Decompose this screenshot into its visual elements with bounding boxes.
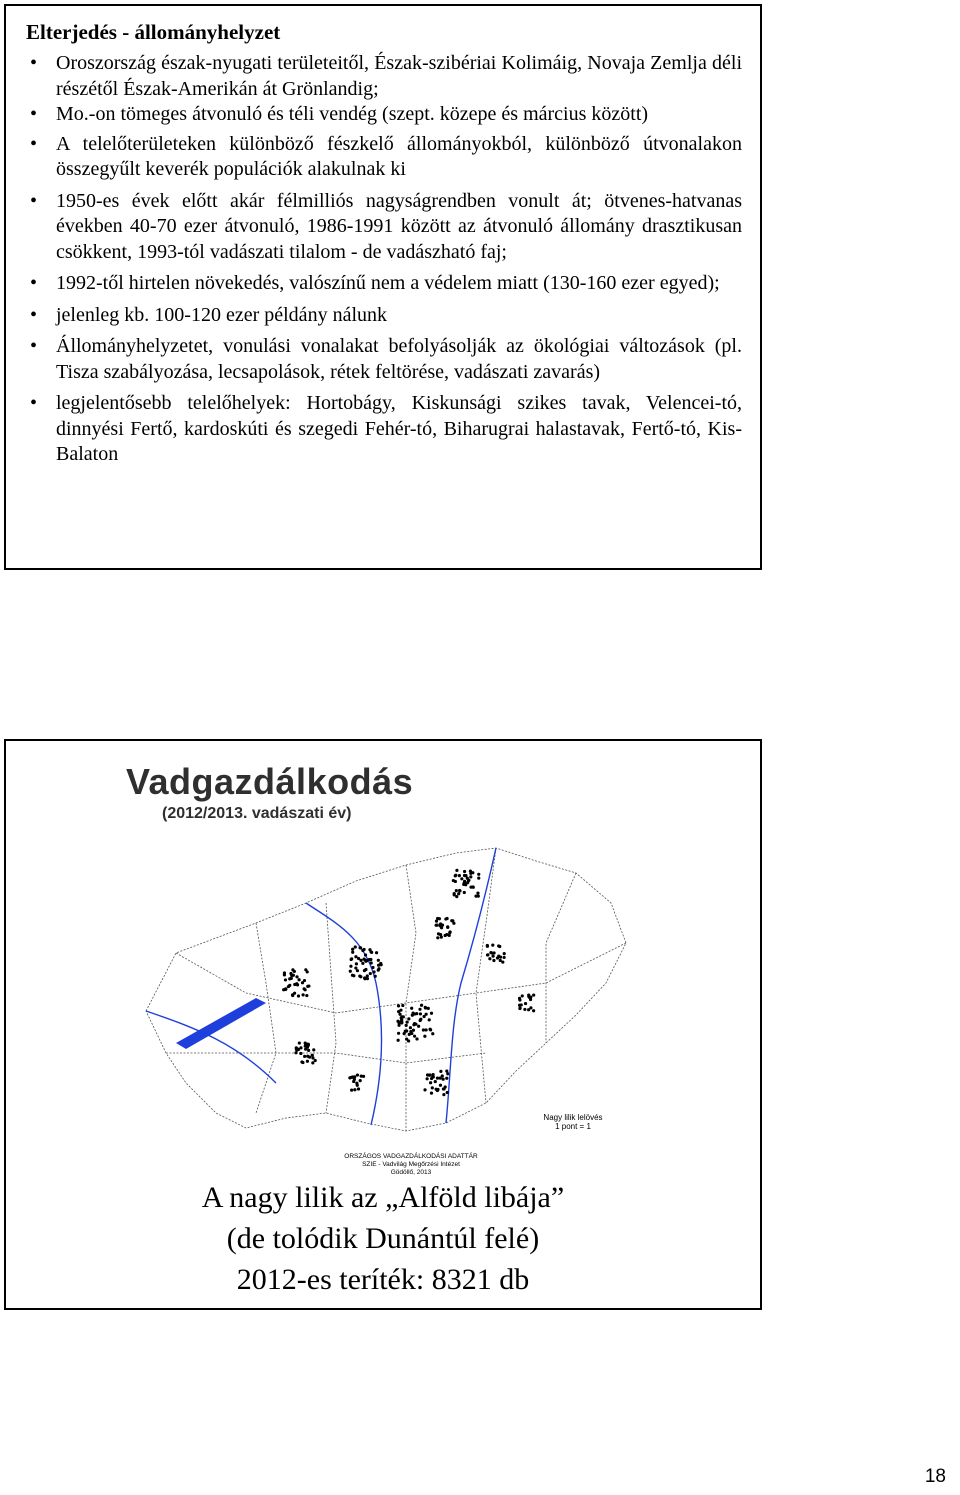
harvest-dot xyxy=(303,1055,306,1058)
harvest-dot xyxy=(409,1026,412,1029)
harvest-dot xyxy=(350,958,353,961)
harvest-dot xyxy=(492,959,495,962)
harvest-dot xyxy=(374,975,377,978)
harvest-dot xyxy=(349,970,352,973)
harvest-dot xyxy=(477,876,480,879)
bullet-text: Oroszország észak-nyugati területeitől, Észak-szibériai Kolimáig, Novaja Zemlja déli részétől Észak-Amerikán át Grönlandig; xyxy=(56,52,742,100)
harvest-dot xyxy=(422,1015,425,1018)
bullet-item xyxy=(30,391,742,468)
harvest-dot xyxy=(293,970,296,973)
bullet-text: 1992-től hirtelen növekedés, valószínű nem a védelem miatt (130-160 ezer egyed); xyxy=(56,272,720,294)
harvest-dot xyxy=(352,1080,355,1083)
harvest-dot xyxy=(397,1004,400,1007)
harvest-dot xyxy=(520,1003,523,1006)
harvest-dot xyxy=(431,1086,434,1089)
harvest-dot xyxy=(455,889,458,892)
harvest-dot xyxy=(295,982,298,985)
harvest-dot xyxy=(298,1041,301,1044)
harvest-dot xyxy=(307,1049,310,1052)
harvest-dot xyxy=(453,893,456,896)
harvest-dot xyxy=(359,946,362,949)
bullet-item xyxy=(30,51,742,102)
harvest-dot xyxy=(401,1004,404,1007)
harvest-dot xyxy=(492,951,495,954)
harvest-dot xyxy=(488,957,491,960)
harvest-dot xyxy=(413,1035,416,1038)
harvest-dot xyxy=(491,955,494,958)
caption-line: (de tolódik Dunántúl felé) xyxy=(226,1222,540,1255)
harvest-dot xyxy=(457,892,460,895)
bullet-item xyxy=(30,334,742,385)
harvest-dot xyxy=(444,917,447,920)
map-legend xyxy=(538,1113,608,1131)
harvest-dot xyxy=(458,874,461,877)
harvest-dot xyxy=(352,974,355,977)
bullet-icon: • xyxy=(30,335,38,357)
harvest-dot xyxy=(297,1048,300,1051)
harvest-dot xyxy=(499,959,502,962)
harvest-dot xyxy=(499,956,502,959)
harvest-dot xyxy=(306,1044,309,1047)
harvest-dot xyxy=(477,873,480,876)
harvest-dot xyxy=(503,952,506,955)
map-subtitle: (2012/2013. vadászati év) xyxy=(162,805,352,822)
harvest-dot xyxy=(350,1076,353,1079)
harvest-dot xyxy=(436,924,439,927)
harvest-dot xyxy=(527,993,530,996)
harvest-dot xyxy=(397,1039,400,1042)
credit-line: ORSZÁGOS VADGAZDÁLKODÁSI ADATTÁR xyxy=(344,1153,478,1160)
harvest-dot xyxy=(377,968,380,971)
harvest-dot xyxy=(411,1014,414,1017)
river-danube xyxy=(306,903,381,1125)
harvest-dot xyxy=(496,956,499,959)
harvest-dot xyxy=(436,917,439,920)
harvest-dot xyxy=(412,1023,415,1026)
harvest-dot xyxy=(436,1089,439,1092)
harvest-dot xyxy=(491,943,494,946)
harvest-dot xyxy=(369,972,372,975)
harvest-dot xyxy=(446,926,449,929)
harvest-dot xyxy=(467,879,470,882)
harvest-dot xyxy=(300,1060,303,1063)
harvest-dot xyxy=(377,964,380,967)
river-drava xyxy=(146,1011,276,1083)
harvest-dot xyxy=(351,951,354,954)
harvest-dot xyxy=(519,1006,522,1009)
bullet-text: A telelőterületeken különböző fészkelő állományokból, különböző útvonalakon összegyűlt keverék populációk alakulnak ki xyxy=(56,132,742,180)
bullet-text: Állományhelyzetet, vonulási vonalakat befolyásolják az ökológiai változások (pl. Tisza szabályozása, lecsapolások, rétek feltörése, vadászati zavarás) xyxy=(56,335,742,383)
harvest-dot xyxy=(356,969,359,972)
harvest-dot xyxy=(471,885,474,888)
harvest-dot xyxy=(355,962,358,965)
harvest-dot xyxy=(397,1032,400,1035)
harvest-dot xyxy=(406,1020,409,1023)
harvest-dot xyxy=(290,977,293,980)
harvest-dot xyxy=(284,978,287,981)
harvest-dot xyxy=(418,1008,421,1011)
caption-line: A nagy lilik az „Alföld libája” xyxy=(201,1181,565,1214)
credit-line: SZIE - Vadvilág Megőrzési Intézet xyxy=(362,1161,460,1168)
bullet-icon: • xyxy=(30,272,38,294)
harvest-dot xyxy=(370,961,373,964)
harvest-dot xyxy=(436,1076,439,1079)
harvest-dot xyxy=(405,1024,408,1027)
harvest-dot xyxy=(349,965,352,968)
harvest-dot xyxy=(375,951,378,954)
bullet-item xyxy=(30,189,742,266)
harvest-dot xyxy=(430,1092,433,1095)
harvest-dot xyxy=(311,1061,314,1064)
harvest-dot xyxy=(361,962,364,965)
harvest-dot xyxy=(426,1073,429,1076)
harvest-dot xyxy=(314,1059,317,1062)
harvest-dot xyxy=(289,972,292,975)
county-line xyxy=(406,865,416,1131)
harvest-dot xyxy=(431,1075,434,1078)
harvest-dot xyxy=(415,1037,418,1040)
slide-caption xyxy=(6,1177,760,1300)
harvest-dot xyxy=(357,1087,360,1090)
harvest-dot xyxy=(407,1017,410,1020)
harvest-dot xyxy=(410,1032,413,1035)
harvest-dot xyxy=(486,953,489,956)
harvest-dot xyxy=(486,944,489,947)
harvest-dot xyxy=(439,922,442,925)
bullet-list xyxy=(30,48,742,468)
harvest-dot xyxy=(518,998,521,1001)
harvest-dot xyxy=(452,879,455,882)
harvest-dot xyxy=(403,1032,406,1035)
harvest-dot xyxy=(311,1054,314,1057)
harvest-dot xyxy=(422,1028,425,1031)
bullet-text: jelenleg kb. 100-120 ezer példány nálunk xyxy=(56,303,387,326)
harvest-dot xyxy=(405,1029,408,1032)
harvest-dot xyxy=(439,1084,442,1087)
slide-distribution xyxy=(4,4,762,570)
harvest-dot xyxy=(364,953,367,956)
harvest-dot xyxy=(434,1080,437,1083)
harvest-dot xyxy=(311,1056,314,1059)
bullet-icon: • xyxy=(30,103,38,125)
harvest-dot xyxy=(455,869,458,872)
harvest-dot xyxy=(439,933,442,936)
harvest-dot xyxy=(521,994,524,997)
caption-line: 2012-es teríték: 8321 db xyxy=(236,1263,530,1296)
harvest-dot xyxy=(424,1006,427,1009)
harvest-dot xyxy=(400,1015,403,1018)
harvest-dot xyxy=(532,993,535,996)
harvest-dot xyxy=(464,874,467,877)
harvest-dot xyxy=(449,930,452,933)
harvest-dot xyxy=(415,1012,418,1015)
harvest-dot xyxy=(297,994,300,997)
harvest-dot xyxy=(428,1018,431,1021)
harvest-dot xyxy=(474,895,477,898)
slide-title: Elterjedés - állományhelyzet xyxy=(26,20,281,44)
harvest-dot xyxy=(360,1074,363,1077)
bullet-item xyxy=(30,132,742,183)
harvest-dot xyxy=(353,1088,356,1091)
harvest-dot xyxy=(362,948,365,951)
harvest-dot xyxy=(304,988,307,991)
harvest-dot xyxy=(295,975,298,978)
harvest-dot xyxy=(460,877,463,880)
harvest-dot xyxy=(476,891,479,894)
harvest-dot xyxy=(303,979,306,982)
harvest-dot xyxy=(297,978,300,981)
harvest-dot xyxy=(353,1075,356,1078)
bullet-icon: • xyxy=(30,132,38,155)
harvest-dot xyxy=(397,1024,400,1027)
harvest-dot xyxy=(497,944,500,947)
harvest-dot xyxy=(523,1008,526,1011)
bullet-icon: • xyxy=(30,189,38,212)
harvest-dot xyxy=(368,958,371,961)
harvest-dot xyxy=(294,1051,297,1054)
harvest-dot xyxy=(356,1073,359,1076)
county-line xyxy=(326,903,336,1113)
harvest-dot xyxy=(397,1010,400,1013)
harvest-dot xyxy=(302,993,305,996)
legend-title: Nagy lilik lelövés xyxy=(543,1113,603,1122)
harvest-dot xyxy=(436,936,439,939)
harvest-dot xyxy=(429,1081,432,1084)
harvest-dot xyxy=(471,871,474,874)
bullet-text: 1950-es évek előtt akár félmilliós nagyságrendben vonult át; ötvenes-hatvanas években 40-70 ezer átvonuló, 1986-1991 között az átvonuló állomány drasztikusan csökkent, 1993-tól vadászati tilalom - de vadászható faj; xyxy=(56,189,742,263)
harvest-dot xyxy=(430,1012,433,1015)
harvest-dot xyxy=(354,945,357,948)
harvest-dot xyxy=(363,977,366,980)
harvest-dot xyxy=(503,956,506,959)
bullet-item xyxy=(30,102,742,128)
harvest-dot xyxy=(446,1091,449,1094)
credit-line: Gödöllő, 2013 xyxy=(390,1169,432,1176)
harvest-dot xyxy=(417,1025,420,1028)
country-border xyxy=(146,848,626,1131)
county-line xyxy=(546,873,576,1043)
harvest-dot xyxy=(524,1002,527,1005)
harvest-dot xyxy=(364,968,367,971)
bullet-icon: • xyxy=(30,303,38,326)
harvest-dot xyxy=(304,968,307,971)
harvest-dot xyxy=(293,992,296,995)
harvest-dot xyxy=(429,1028,432,1031)
harvest-dot xyxy=(442,1087,445,1090)
bullet-icon: • xyxy=(30,392,38,414)
harvest-dot xyxy=(410,1007,413,1010)
bullet-text: legjelentősebb telelőhelyek: Hortobágy, Kiskunsági szikes tavak, Velencei-tó, dinnyési Fertő, kardoskúti és szegedi Fehér-tó, Biharugrai halastavak, Fertő-tó, Kis-Balaton xyxy=(56,392,742,465)
county-line xyxy=(166,1053,486,1063)
county-line xyxy=(256,923,276,1113)
harvest-dot xyxy=(442,1093,445,1096)
county-line xyxy=(176,943,626,1013)
harvest-dot xyxy=(305,994,308,997)
harvest-dot xyxy=(299,1052,302,1055)
legend-unit: 1 pont = 1 xyxy=(555,1122,591,1131)
harvest-dot xyxy=(304,1041,307,1044)
harvest-dot xyxy=(439,1070,442,1073)
harvest-dot xyxy=(358,974,361,977)
harvest-dot xyxy=(308,1056,311,1059)
harvest-dot xyxy=(283,971,286,974)
harvest-dot xyxy=(431,1032,434,1035)
harvest-dot xyxy=(463,870,466,873)
harvest-dot xyxy=(307,984,310,987)
harvest-dot xyxy=(423,1088,426,1091)
harvest-dot xyxy=(312,1048,315,1051)
bullet-icon: • xyxy=(30,52,38,74)
bullet-item xyxy=(30,303,742,329)
map-title: Vadgazdálkodás xyxy=(126,761,414,802)
harvest-dot xyxy=(426,1077,429,1080)
harvest-dot xyxy=(372,970,375,973)
harvest-dot xyxy=(442,1078,445,1081)
harvest-dot xyxy=(350,1089,353,1092)
slide-map xyxy=(4,739,762,1310)
harvest-dot xyxy=(419,1018,422,1021)
harvest-dot xyxy=(463,880,466,883)
harvest-dot xyxy=(419,1012,422,1015)
harvest-dot xyxy=(364,960,367,963)
harvest-dot xyxy=(469,875,472,878)
harvest-dot xyxy=(412,1029,415,1032)
harvest-dot xyxy=(423,1035,426,1038)
map-credit xyxy=(336,1153,486,1177)
page-number: 18 xyxy=(924,1466,946,1487)
harvest-dot xyxy=(377,959,380,962)
harvest-dot xyxy=(489,951,492,954)
harvest-dot xyxy=(454,874,457,877)
harvest-dot xyxy=(420,1004,423,1007)
harvest-dot xyxy=(446,1072,449,1075)
harvest-dot xyxy=(288,984,291,987)
harvest-dot xyxy=(445,1077,448,1080)
harvest-dot xyxy=(370,951,373,954)
river-tisza xyxy=(446,848,496,1123)
harvest-dot xyxy=(371,966,374,969)
harvest-dot xyxy=(359,1079,362,1082)
harvest-dot xyxy=(354,955,357,958)
harvest-dot xyxy=(356,1084,359,1087)
bullet-text: Mo.-on tömeges átvonuló és téli vendég (szept. közepe és március között) xyxy=(56,103,649,125)
harvest-dot xyxy=(400,1021,403,1024)
harvest-dot xyxy=(463,891,466,894)
harvest-dot xyxy=(440,926,443,929)
harvest-dot xyxy=(407,1039,410,1042)
harvest-dot xyxy=(532,1009,535,1012)
harvest-dot xyxy=(427,1007,430,1010)
harvest-dot xyxy=(351,948,354,951)
harvest-dot xyxy=(284,987,287,990)
harvest-dot xyxy=(359,959,362,962)
harvest-dot xyxy=(529,1006,532,1009)
harvest-dot xyxy=(306,1060,309,1063)
county-line xyxy=(476,848,496,1103)
harvest-dot xyxy=(450,919,453,922)
bullet-item xyxy=(30,271,742,297)
harvest-dot xyxy=(445,933,448,936)
harvest-dot xyxy=(458,889,461,892)
hunting-map xyxy=(106,753,666,1223)
harvest-dot xyxy=(441,1074,444,1077)
